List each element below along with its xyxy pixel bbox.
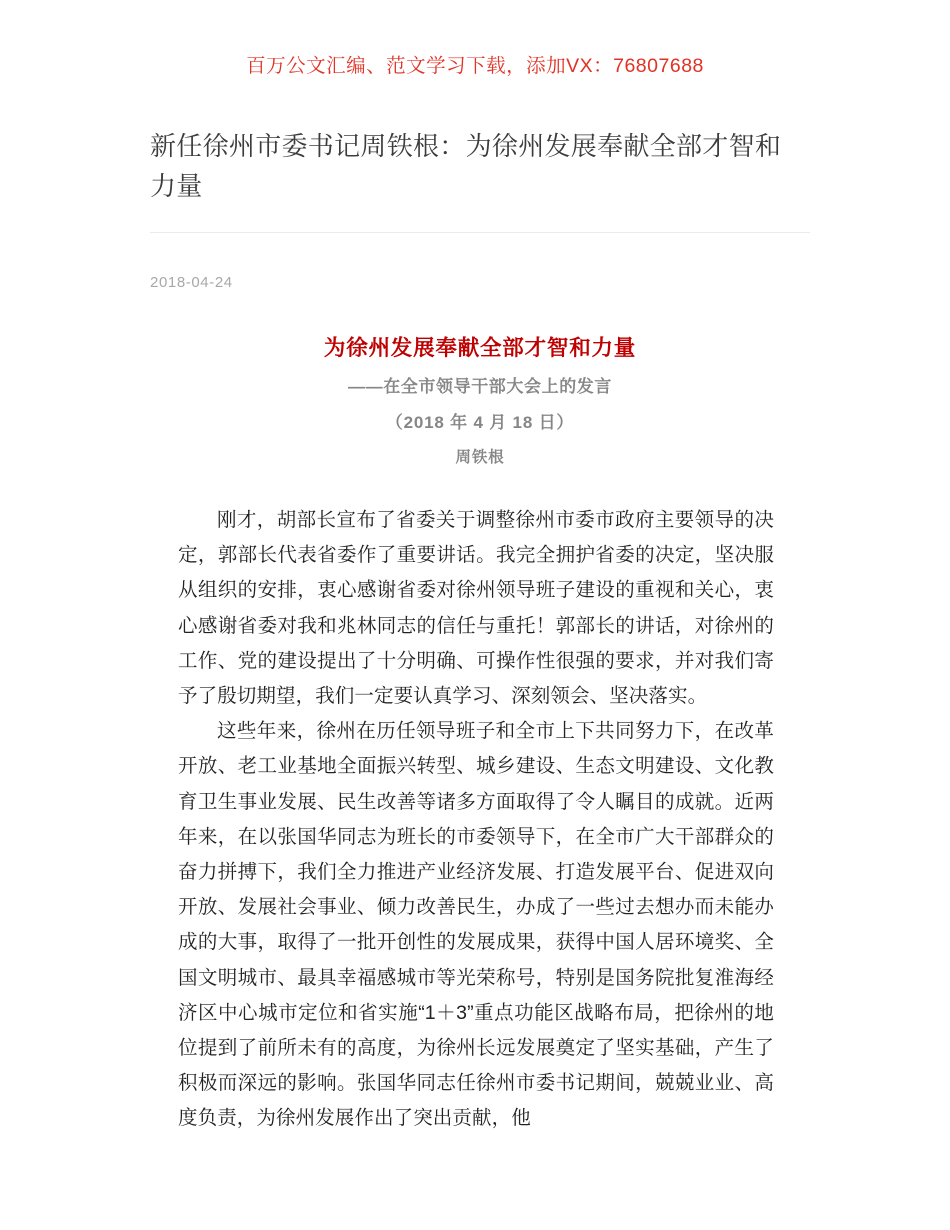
document-heading-block [150, 333, 810, 470]
document-title: 为徐州发展奉献全部才智和力量 [323, 336, 637, 360]
body-paragraph: 刚才，胡部长宣布了省委关于调整徐州市委市政府主要领导的决定，郭部长代表省委作了重要讲话。我完全拥护省委的决定，坚决服从组织的安排，衷心感谢省委对徐州领导班子建设的重视和关心，衷心感谢省委对我和兆林同志的信任与重托！郭部长的讲话，对徐州的工作、党的建设提出了十分明确、可操作性很强的要求，并对我们寄予了殷切期望，我们一定要认真学习、深刻领会、坚决落实。 [178, 509, 774, 708]
document-date: （2018 年 4 月 18 日） [385, 413, 575, 432]
page-title: 新任徐州市委书记周铁根：为徐州发展奉献全部才智和力量 [150, 131, 782, 201]
body-paragraph: 这些年来，徐州在历任领导班子和全市上下共同努力下，在改革开放、老工业基地全面振兴转型、城乡建设、生态文明建设、文化教育卫生事业发展、民生改善等诸多方面取得了令人瞩目的成就。近两年来，在以张国华同志为班长的市委领导下，在全市广大干部群众的奋力拼搏下，我们全力推进产业经济发展、打造发展平台、促进双向开放、发展社会事业、倾力改善民生，办成了一些过去想办而未能办成的大事，取得了一批开创性的发展成果，获得中国人居环境奖、全国文明城市、最具幸福感城市等光荣称号，特别是国务院批复淮海经济区中心城市定位和省实施“1＋3”重点功能区战略布局，把徐州的地位提到了前所未有的高度，为徐州长远发展奠定了坚实基础，产生了积极而深远的影响。张国华同志任徐州市委书记期间，兢兢业业、高度负责，为徐州发展作出了突出贡献，他 [178, 720, 774, 1130]
promo-banner: 百万公文汇编、范文学习下载，添加VX：76807688 [246, 55, 704, 77]
document-subtitle: ——在全市领导干部大会上的发言 [348, 377, 612, 396]
document-body [178, 503, 774, 1137]
article-publish-date: 2018-04-24 [150, 274, 233, 291]
article-container [150, 126, 810, 1137]
title-divider [150, 232, 810, 233]
document-author: 周铁根 [455, 449, 505, 466]
